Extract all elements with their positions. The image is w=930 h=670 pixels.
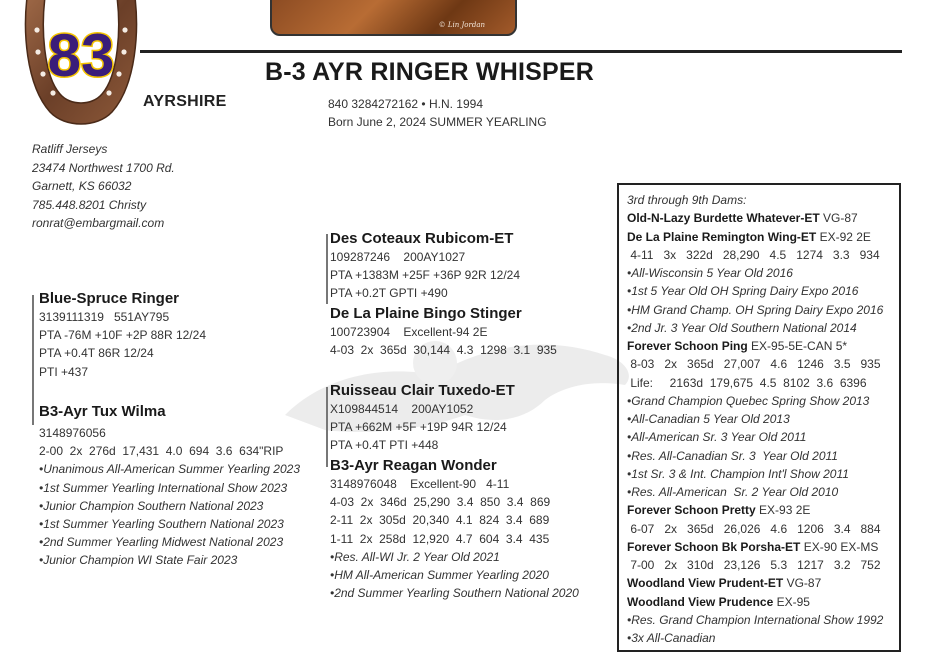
photo-credit: © Lin Jordan (438, 21, 485, 29)
dam5-award: •Res. All-American Sr. 2 Year Old 2010 (627, 485, 839, 499)
dam5-award: •Res. All-Canadian Sr. 3 Year Old 2011 (627, 448, 838, 463)
dam5-award: •1st Sr. 3 & Int. Champion Int'l Show 2011 (627, 466, 849, 481)
dam-award: •Unanimous All-American Summer Yearling 2023 (39, 462, 300, 477)
dam4-award: •2nd Jr. 3 Year Old Southern National 2014 (627, 320, 857, 335)
dam9-award: •Res. Grand Champion International Show 1992 (627, 612, 884, 627)
dam-block (39, 403, 300, 570)
dam9-score: EX-95 (773, 594, 810, 609)
dam3-name: Old-N-Lazy Burdette Whatever-ET (627, 211, 820, 226)
sire-line: PTA -76M +10F +2P 88R 12/24 (39, 328, 206, 343)
sire-dam-name: De La Plaine Bingo Stinger (330, 305, 522, 322)
dam5-record: 8-03 2x 365d 27,007 4.6 1246 3.5 935 (627, 357, 881, 372)
dam-name: B3-Ayr Tux Wilma (39, 403, 166, 420)
dam-dam-award: •HM All-American Summer Yearling 2020 (330, 568, 549, 583)
dam-dam-block (330, 457, 579, 602)
dam4-award: •1st 5 Year Old OH Spring Dairy Expo 2016 (627, 284, 859, 299)
dam5-row (627, 337, 895, 355)
owner-phone: 785.448.8201 Christy (32, 197, 147, 212)
box-heading: 3rd through 9th Dams: (627, 193, 747, 207)
dam-dam-award: •2nd Summer Yearling Southern National 2020 (330, 586, 579, 601)
dam4-name: De La Plaine Remington Wing-ET (627, 229, 817, 244)
logo-number: 83 (47, 22, 115, 89)
dam-sire-name: Ruisseau Clair Tuxedo-ET (330, 382, 515, 399)
dam-line: 2-00 2x 276d 17,431 4.0 694 3.6 634"RIP (39, 444, 284, 459)
dam4-record: 4-11 3x 322d 28,290 4.5 1274 3.3 934 (627, 247, 880, 262)
sire-bracket (32, 295, 34, 425)
sire-dam-line: 100723904 Excellent-94 2E (330, 325, 488, 339)
dam4-score: EX-92 2E (816, 229, 871, 244)
dam4-award: •All-Wisconsin 5 Year Old 2016 (627, 266, 793, 280)
dam-line: 3148976056 (39, 426, 106, 440)
dam-grandparents-bracket (326, 387, 328, 467)
dam7-record: 7-00 2x 310d 23,126 5.3 1217 3.2 752 (627, 558, 881, 572)
dam-dam-line: 2-11 2x 305d 20,340 4.1 824 3.4 689 (330, 513, 550, 528)
sire-sire-line: PTA +0.2T GPTI +490 (330, 286, 448, 301)
dam6-record: 6-07 2x 365d 26,026 4.6 1206 3.4 884 (627, 521, 881, 536)
sire-sire-line: PTA +1383M +25F +36P 92R 12/24 (330, 268, 521, 283)
page-title: B-3 AYR RINGER WHISPER (265, 58, 594, 86)
sire-line: 3139111319 551AY795 (39, 310, 170, 324)
dam9-award: •3x All-Canadian (627, 631, 716, 645)
owner-city: Garnett, KS 66032 (32, 179, 132, 193)
dam6-row (627, 501, 895, 519)
dam-dam-award: •Res. All-WI Jr. 2 Year Old 2021 (330, 549, 500, 564)
dam5-name: Forever Schoon Ping (627, 339, 748, 353)
dam7-row (627, 538, 895, 556)
dam-sire-line: PTA +662M +5F +19P 94R 12/24 (330, 420, 507, 435)
owner-farm: Ratliff Jerseys (32, 142, 108, 156)
dam-award: •1st Summer Yearling Southern National 2023 (39, 517, 284, 532)
sire-sire-name: Des Coteaux Rubicom-ET (330, 230, 514, 247)
dam4-award: •HM Grand Champ. OH Spring Dairy Expo 2016 (627, 302, 884, 317)
sire-sire-line: 109287246 200AY1027 (330, 250, 466, 264)
owner-email[interactable]: ronrat@embargmail.com (32, 216, 165, 230)
dam-dam-line: 1-11 2x 258d 12,920 4.7 604 3.4 435 (330, 531, 550, 546)
dam5-score: EX-95-5E-CAN 5* (747, 339, 848, 353)
dam8-score: VG-87 (783, 576, 822, 591)
horseshoe-logo (20, 0, 142, 130)
dam-dam-line: 3148976048 Excellent-90 4-11 (330, 477, 510, 491)
sire-dam-line: 4-03 2x 365d 30,144 4.3 1298 3.1 935 (330, 343, 557, 358)
dam-sire-line: X109844514 200AY1052 (330, 402, 474, 416)
sire-grandparents-bracket (326, 234, 328, 304)
dam9-name: Woodland View Prudence (627, 594, 774, 609)
birth-line: Born June 2, 2024 SUMMER YEARLING (328, 115, 547, 129)
dam6-name: Forever Schoon Pretty (627, 503, 756, 518)
dam4-row (627, 228, 895, 246)
dam-sire-block (330, 382, 515, 455)
dam5-award: •All-American Sr. 3 Year Old 2011 (627, 430, 807, 445)
dam5-award: •All-Canadian 5 Year Old 2013 (627, 412, 790, 426)
dam-award: •2nd Summer Yearling Midwest National 2023 (39, 535, 284, 550)
dam-award: •1st Summer Yearling International Show 2023 (39, 480, 288, 495)
dam7-name: Forever Schoon Bk Porsha-ET (627, 539, 801, 554)
dam-award: •Junior Champion WI State Fair 2023 (39, 553, 238, 568)
dam3-score: VG-87 (819, 211, 858, 226)
dam5-award: •Grand Champion Quebec Spring Show 2013 (627, 393, 870, 408)
sire-name: Blue-Spruce Ringer (39, 290, 180, 307)
sire-line: PTI +437 (39, 364, 89, 379)
dam-award: •Junior Champion Southern National 2023 (39, 498, 264, 513)
dam9-row (627, 593, 895, 611)
sire-block (39, 290, 206, 381)
sire-line: PTA +0.4T 86R 12/24 (39, 346, 154, 361)
dam-dam-name: B3-Ayr Reagan Wonder (330, 457, 497, 474)
owner-address: 23474 Northwest 1700 Rd. (32, 160, 175, 175)
sire-dam-block (330, 305, 557, 359)
deep-pedigree-box (617, 183, 901, 652)
owner-block (32, 140, 175, 233)
dam3-row (627, 209, 895, 227)
registration-line: 840 3284272162 • H.N. 1994 (328, 97, 483, 111)
dam-dam-line: 4-03 2x 346d 25,290 3.4 850 3.4 869 (330, 495, 551, 510)
breed-label: AYRSHIRE (143, 93, 227, 110)
dam-sire-line: PTA +0.4T PTI +448 (330, 438, 439, 453)
dam8-name: Woodland View Prudent-ET (627, 576, 784, 591)
header-rule (140, 50, 902, 53)
dam5-life: Life: 2163d 179,675 4.5 8102 3.6 6396 (627, 375, 867, 390)
dam6-score: EX-93 2E (755, 503, 811, 518)
dam8-row (627, 574, 895, 592)
cow-photo (270, 0, 517, 36)
sire-sire-block (330, 230, 520, 303)
dam7-score: EX-90 EX-MS (800, 539, 879, 554)
